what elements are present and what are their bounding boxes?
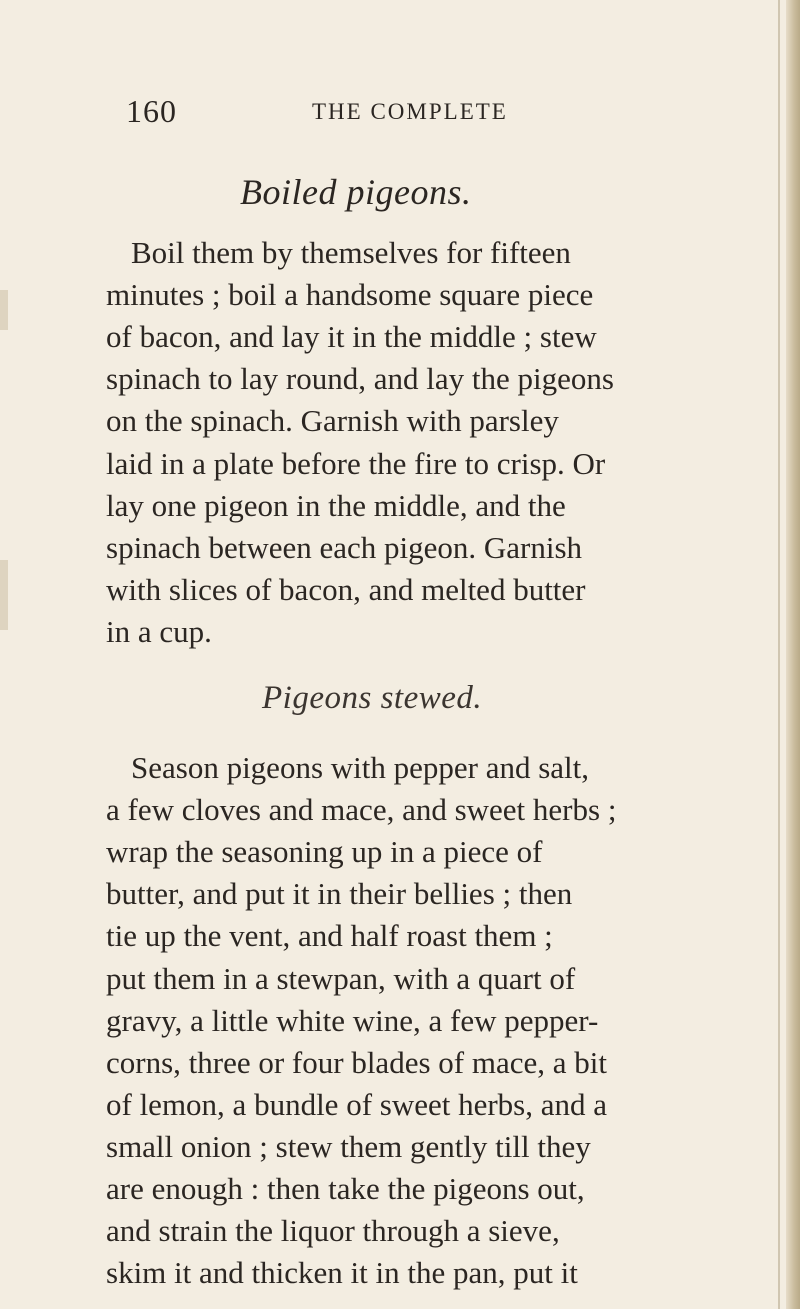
text-line: laid in a plate before the fire to crisp. Or xyxy=(106,446,606,481)
text-line: in a cup. xyxy=(106,614,212,649)
page-edge-shadow xyxy=(786,0,800,1309)
page-binding-line xyxy=(778,0,780,1309)
text-line: a few cloves and mace, and sweet herbs ; xyxy=(106,792,617,827)
text-line: with slices of bacon, and melted butter xyxy=(106,572,586,607)
text-line: of bacon, and lay it in the middle ; stew xyxy=(106,319,597,354)
text-line: spinach to lay round, and lay the pigeons xyxy=(106,361,614,396)
page-header xyxy=(126,93,726,133)
paper-blemish xyxy=(0,290,8,330)
text-line: butter, and put it in their bellies ; then xyxy=(106,876,573,911)
text-line: corns, three or four blades of mace, a bit xyxy=(106,1045,607,1080)
text-line: on the spinach. Garnish with parsley xyxy=(106,403,559,438)
text-line: of lemon, a bundle of sweet herbs, and a xyxy=(106,1087,608,1122)
text-line: and strain the liquor through a sieve, xyxy=(106,1213,560,1248)
text-line: put them in a stewpan, with a quart of xyxy=(106,961,576,996)
recipe-title-boiled-pigeons: Boiled pigeons. xyxy=(240,172,472,212)
text-line: Season pigeons with pepper and salt, xyxy=(131,750,590,785)
text-line: tie up the vent, and half roast them ; xyxy=(106,918,553,953)
text-line: skim it and thicken it in the pan, put it xyxy=(106,1255,578,1290)
running-head: THE COMPLETE xyxy=(312,99,508,124)
page-number: 160 xyxy=(126,93,177,129)
text-line: minutes ; boil a handsome square piece xyxy=(106,277,594,312)
text-line: lay one pigeon in the middle, and the xyxy=(106,488,566,523)
text-line: spinach between each pigeon. Garnish xyxy=(106,530,583,565)
text-line: Boil them by themselves for fifteen xyxy=(131,235,571,270)
text-line: wrap the seasoning up in a piece of xyxy=(106,834,543,869)
text-line: gravy, a little white wine, a few pepper- xyxy=(106,1003,599,1038)
paper-blemish xyxy=(0,560,8,630)
text-line: are enough : then take the pigeons out, xyxy=(106,1171,585,1206)
recipe-title-pigeons-stewed: Pigeons stewed. xyxy=(262,680,483,716)
text-line: small onion ; stew them gently till they xyxy=(106,1129,591,1164)
